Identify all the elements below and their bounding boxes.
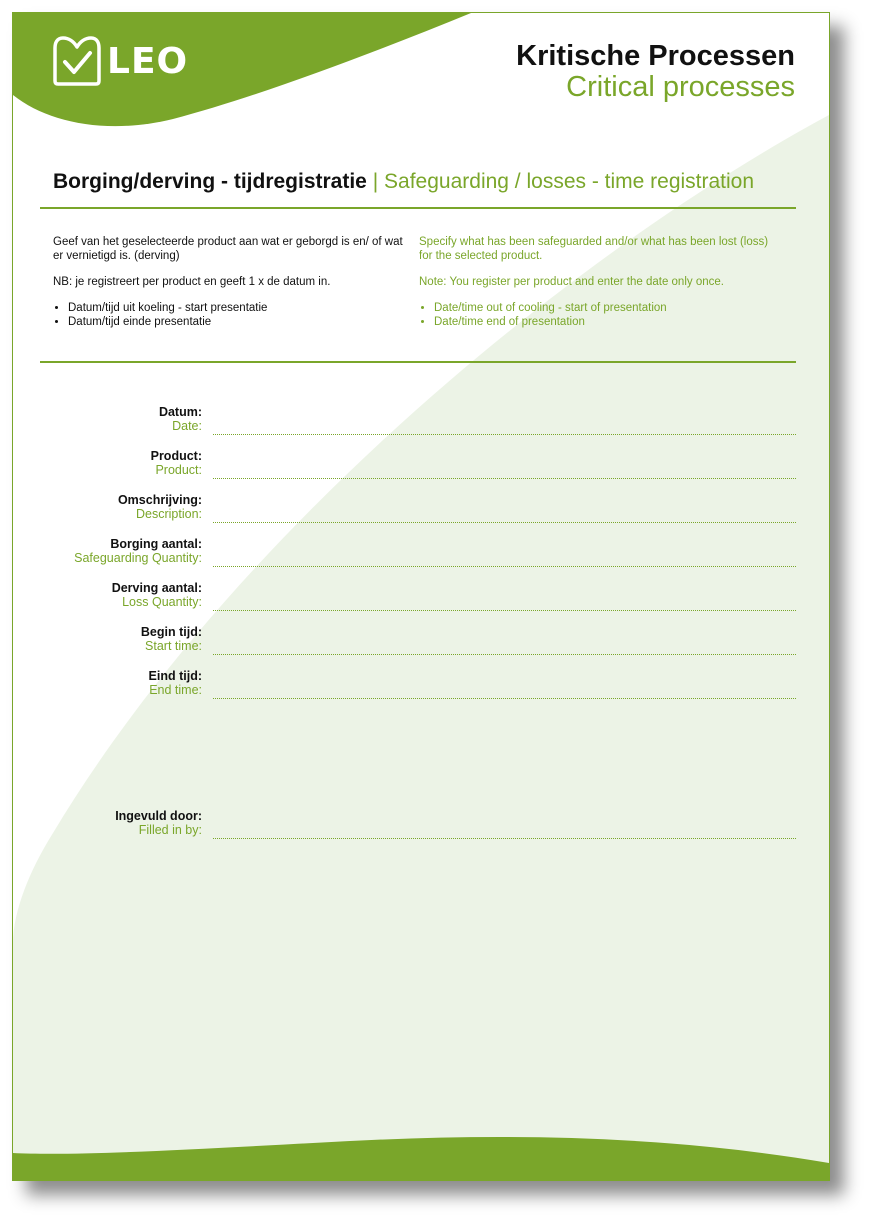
date-input[interactable] xyxy=(213,426,796,435)
field-label xyxy=(74,537,202,565)
bottom-divider xyxy=(40,361,796,363)
section-separator: | xyxy=(372,170,379,193)
document-title xyxy=(516,41,795,103)
form-sheet xyxy=(12,12,830,1181)
label-english: Start time: xyxy=(145,639,202,653)
label-dutch: Ingevuld door: xyxy=(115,809,202,823)
field-label xyxy=(115,809,202,837)
label-english: Loss Quantity: xyxy=(122,595,202,609)
instructions-note: Note: You register per product and enter the date only once. xyxy=(419,276,724,288)
list-item: • Datum/tijd uit koeling - start presentatie xyxy=(68,301,405,315)
label-dutch: Omschrijving: xyxy=(117,493,202,507)
field-label xyxy=(141,625,202,653)
section-title-english: Safeguarding / losses - time registration xyxy=(384,170,755,193)
label-dutch: Product: xyxy=(150,449,202,463)
instructions-note: NB: je registreert per product en geeft 1 x de datum in. xyxy=(53,276,331,288)
label-english: Description: xyxy=(136,507,202,521)
filled-in-by-input[interactable] xyxy=(213,830,796,839)
list-item: • Date/time out of cooling - start of presentation xyxy=(434,301,771,315)
label-dutch: Borging aantal: xyxy=(110,537,202,551)
label-dutch: Begin tijd: xyxy=(140,625,202,639)
instructions-dutch xyxy=(53,235,405,329)
label-english: Date: xyxy=(172,419,202,433)
product-input[interactable] xyxy=(213,470,796,479)
label-dutch: Eind tijd: xyxy=(148,669,202,683)
label-english: Filled in by: xyxy=(138,823,202,837)
field-label xyxy=(149,669,202,697)
instructions-english xyxy=(419,235,771,329)
instructions-list xyxy=(419,301,771,329)
label-english: Safeguarding Quantity: xyxy=(74,551,202,565)
instructions-intro: Specify what has been safeguarded and/or what has been lost (loss) for the selected product. xyxy=(419,236,769,262)
label-dutch: Datum: xyxy=(158,405,202,419)
title-english: Critical processes xyxy=(566,71,795,103)
field-description xyxy=(13,493,829,523)
description-input[interactable] xyxy=(213,514,796,523)
safeguarding-quantity-input[interactable] xyxy=(213,558,796,567)
field-filled-in-by xyxy=(13,809,829,839)
field-end-time xyxy=(13,669,829,699)
instructions-intro: Geef van het geselecteerde product aan wat er geborgd is en/ of wat er vernietigd is. (derving) xyxy=(53,236,403,262)
section-title-dutch: Borging/derving - tijdregistratie xyxy=(53,170,367,193)
end-time-input[interactable] xyxy=(213,690,796,699)
label-english: End time: xyxy=(149,683,202,697)
top-divider xyxy=(40,207,796,209)
field-label xyxy=(159,405,202,433)
list-item: • Date/time end of presentation xyxy=(434,315,771,329)
field-label xyxy=(118,493,202,521)
field-loss-quantity xyxy=(13,581,829,611)
label-dutch: Derving aantal: xyxy=(111,581,202,595)
label-english: Product: xyxy=(155,463,202,477)
list-item: • Datum/tijd einde presentatie xyxy=(68,315,405,329)
field-label xyxy=(151,449,202,477)
start-time-input[interactable] xyxy=(213,646,796,655)
heart-check-icon xyxy=(53,35,101,87)
loss-quantity-input[interactable] xyxy=(213,602,796,611)
field-label xyxy=(112,581,202,609)
field-safeguarding-quantity xyxy=(13,537,829,567)
field-date xyxy=(13,405,829,435)
brand-name: LEO xyxy=(107,40,189,82)
instructions-list xyxy=(53,301,405,329)
title-dutch: Kritische Processen xyxy=(516,40,795,72)
field-start-time xyxy=(13,625,829,655)
section-heading xyxy=(53,170,754,194)
field-product xyxy=(13,449,829,479)
leo-logo xyxy=(53,35,188,87)
